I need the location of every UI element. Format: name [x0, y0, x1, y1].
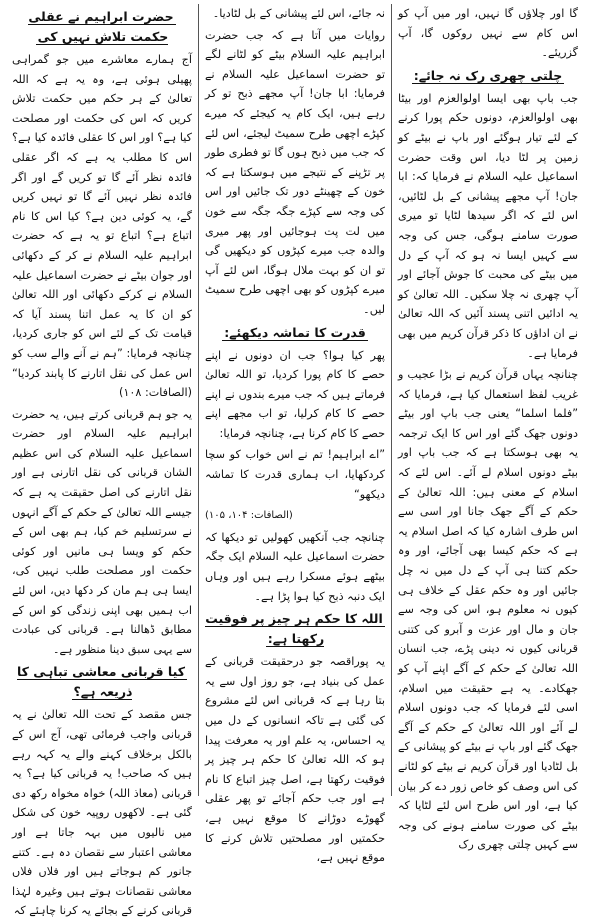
column-right — [392, 4, 584, 852]
paragraph: روایات میں آتا ہے کہ جب حضرت ابراہیم علیہ السلام بیٹے کو لٹانے لگے تو حضرت اسماعیل علیہ السلام نے فرمایا: ابا جان! آپ مجھے ذبح تو کر رہے ہیں، ایک کام یہ کیجئے کہ میرے کپڑے اچھی طرح سمیٹ لیجئے، اس لئے کہ جب میں ذبح ہوں گا تو فطری طور پر تڑپنے کے نتیجے میں ہوسکتا ہے کہ خون کے چھینٹے دور تک جائیں اور اس کی وجہ سے کپڑے جگہ جگہ سے خون میں لت پت ہوجائیں اور پھر میری والدہ جب میرے کپڑوں کو دیکھیں گی تو ان کو بہت ملال ہوگا، اس لئے آپ میرے کپڑوں کو بھی اچھی طرح سمیٹ لیں۔ — [205, 28, 385, 316]
paragraph: یہ پوراقصہ جو درحقیقت قربانی کے عمل کی بنیاد ہے، جو روز اول سے یہ بتا رہا ہے کہ قربانی اس لئے مشروع کی گئی ہے تاکہ انسانوں کے دل میں یہ احساس، یہ علم اور یہ معرفت پیدا ہو کہ اللہ تعالیٰ کا حکم ہر چیز پر فوقیت رکھتا ہے، اصل چیز اتباع کا نام ہے اور جب حکم آجائے تو پھر عقلی گھوڑے دوڑانے کا موقع نہیں ہے، حکمتیں اور مصلحتیں تلاش کرنے کا موقع نہیں ہے، — [205, 655, 385, 865]
paragraph: آج ہمارے معاشرے میں جو گمراہی پھیلی ہوئی ہے، وہ یہ ہے کہ اللہ تعالیٰ کے ہر حکم میں حکمت تلاش کریں کہ اس کی حکمت اور مصلحت کیا ہے؟ اور اس کا عقلی فائدہ کیا ہے؟ اس کا مطلب یہ ہے کہ اگر عقلی فائدہ نظر آئے گا تو کریں گے اور اگر فائدہ نظر نہیں آئے گا تو نہیں کریں گے، یہ کوئی دین ہے؟ کیا اس کا نام اتباع ہے؟ اتباع تو یہ ہے کہ حضرت ابراہیم علیہ السلام نے کر کے دکھائی اور جوان بیٹے نے حضرت اسماعیل علیہ السلام نے کرکے دکھائی اور اللہ تعالیٰ کو ان کا یہ عمل اتنا پسند آیا کہ قیامت تک کے لئے اس کو جاری کردیا، چنانچہ فرمایا: ”ہم نے آنے والے سب کو اس عمل کی نقل اتارنے کا پابند کردیا“ (الصافات: ۱۰۸) — [12, 53, 192, 400]
paragraph: چنانچہ یہاں قرآن کریم نے بڑا عجیب و غریب لفظ استعمال کیا ہے، فرمایا کہ ”فلما اسلما“ یعنی جب باپ اور بیٹے دونوں جھک گئے اور اس کا ایک ترجمہ یہ بھی ہوسکتا ہے کہ جب باپ اور بیٹے دونوں اسلام لے آئے۔ اس لئے کہ اسلام کے معنی ہیں: اللہ تعالیٰ کے حکم کے آگے جھک جانا اور اسی سے اس طرف اشارہ کیا کہ اصل اسلام یہ ہے کہ حکم کیسا بھی آجائے، اور وہ حکم کتنا ہی آپ کے دل میں نہ چل جائیں اور وہ حکم عقل کے خلاف ہی کیوں نہ معلوم ہو، اس کی وجہ سے جان و مال اور عزت و آبرو کی کتنی قربانی کیوں نہ دینی پڑے، جب انسان اللہ تعالیٰ کے حکم کے آگے اپنے آپ کو جھکادے۔ یہ ہے حقیقت میں اسلام، اسی لئے فرمایا کہ جب دونوں اسلام لے آئے اور اللہ تعالیٰ کے حکم کے آگے جھک گئے اور باپ نے بیٹے کو پیشانی کے بل لٹادیا اور قرآن کریم نے بیٹے کو لٹانے کی اس وصف کو خاص زور دے کر بیان کیا ہے، اور اس طرح اس لئے لٹایا کہ بیٹے کی صورت سامنے ہونے کی وجہ سے کہیں چلتی چھری رک — [398, 368, 578, 852]
paragraph: پھر کیا ہوا؟ جب ان دونوں نے اپنے حصے کا کام پورا کردیا، تو اللہ تعالیٰ فرماتے ہیں کہ جب میرے بندوں نے اپنے حصے کا کام کرلیا، تو اب مجھے اپنے حصے کا کام کرنا ہے، چنانچہ فرمایا: — [205, 348, 385, 440]
paragraph: چنانچہ جب آنکھیں کھولیں تو دیکھا کہ حضرت اسماعیل علیہ السلام ایک جگہ بیٹھے ہوئے مسکرا رہے ہیں اور وہاں ایک دنبہ ذبح کیا ہوا پڑا ہے۔ — [205, 530, 385, 603]
section-heading: چلتی چھری رک نہ جائے: — [413, 67, 563, 83]
paragraph: نہ جائے، اس لئے پیشانی کے بل لٹادیا۔ — [212, 7, 385, 20]
quote: ”اے ابراہیم! تم نے اس خواب کو سچا کردکھایا، اب ہماری قدرت کا تماشہ دیکھو“ — [205, 448, 385, 501]
section-heading: کیا قربانی معاشی تباہی کا ذریعہ ہے؟ — [16, 664, 185, 700]
paragraph: جب باپ بھی ایسا اولوالعزم اور بیٹا بھی اولوالعزم، دونوں حکم پورا کرنے کے لئے تیار ہوگئے اور باپ نے بیٹے کو زمین پر لٹا دیا، اس وقت حضرت اسماعیل علیہ السلام نے فرمایا کہ: ابا جان! آپ مجھے پیشانی کے بل لٹائیں، اس لئے کہ اگر سیدھا لٹایا تو میری صورت سامنے ہوگی، جس کی وجہ سے کہیں ایسا نہ ہو کہ آپ کے دل میں بیٹے کی محبت کا جوش آجائے اور آپ چھری نہ چلا سکیں۔ اللہ تعالیٰ کو یہ ادائیں اتنی پسند آئیں کہ اللہ تعالیٰ نے ان اداؤں کا ذکر قرآن کریم میں بھی فرمایا ہے۔ — [398, 91, 578, 360]
column-left — [6, 4, 199, 918]
section-heading: قدرت کا تماشہ دیکھئے: — [224, 324, 366, 340]
column-middle — [199, 4, 392, 865]
paragraph: یہ جو ہم قربانی کرتے ہیں، یہ حضرت ابراہیم علیہ السلام اور حضرت اسماعیل علیہ السلام کی اس عظیم الشان قربانی کی نقل اتارنی ہے اور نقل اتارنے کی اصل حقیقت یہ ہے کہ جیسے اللہ تعالیٰ کے حکم کے آگے انہوں نے سرتسلیم خم کیا، ہم بھی اس کے حکم کو ویسا ہی مانیں اور کوئی حکمت اور مصلحت طلب نہیں کی، ایسا ہی ہم مان کر دکھا دیں، اس لئے اب ہمیں بھی اپنی زندگی کو اس کے مطابق ڈھالنا ہے۔ قربانی کی عبادت سے یہی سبق دینا منظور ہے۔ — [12, 407, 192, 656]
section-heading: حضرت ابراہیم نے عقلی حکمت تلاش نہیں کی — [28, 9, 174, 44]
paragraph: گا اور چلاؤں گا نہیں، اور میں آپ کو اس کام سے نہیں روکوں گا، آپ گزریئے۔ — [398, 7, 578, 60]
verse-reference: (الصافات: ۱۰۴، ۱۰۵) — [205, 510, 293, 522]
paragraph: جس مقصد کے تحت اللہ تعالیٰ نے یہ قربانی واجب فرمائی تھی، آج اس کے بالکل برخلاف کہنے والے یہ کہہ رہے ہیں کہ صاحب! یہ قربانی کیا ہے؟ یہ قربانی (معاذ اللہ) خواہ مخواہ رکھ دی گئی ہے۔ لاکھوں روپیہ خون کی شکل میں نالیوں میں بہہ جاتا ہے اور معاشی اعتبار سے نقصان دہ ہے۔ کتنے جانور کم ہوجاتے ہیں اور فلاں فلاں معاشی نقصانات ہوتے ہیں وغیرہ لہٰذا قربانی کرنے کے بجائے یہ کرنا چاہئے کہ — [12, 708, 192, 918]
section-heading: اللہ کا حکم ہر چیز پر فوقیت رکھتا ہے: — [205, 611, 383, 647]
